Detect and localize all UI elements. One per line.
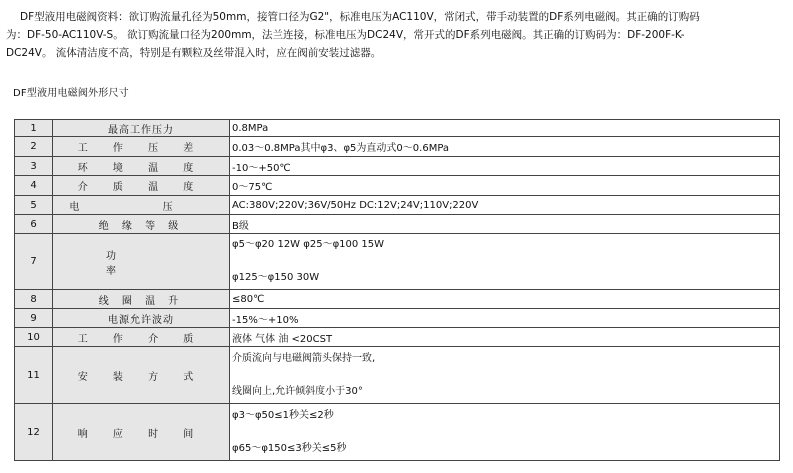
intro-text	[6, 8, 786, 62]
row-value-line: φ3～φ50≤1秒关≤2秒	[232, 409, 334, 421]
row-value	[230, 234, 780, 290]
row-name: 响 应 时 间	[53, 404, 230, 461]
row-name: 工 作 介 质	[53, 328, 230, 347]
row-number: 5	[15, 196, 53, 215]
row-value: 0.03～0.8MPa其中φ3、φ5为直动式0～0.6MPa	[230, 137, 780, 157]
section-subtitle: DF型液用电磁阀外形尺寸	[13, 88, 129, 99]
intro-line-2: 为：DF-50-AC110V-S。 欲订购流量口径为200mm，法兰连接，标准电压为DC24V，常开式的DF系列电磁阀。其正确的订购码为：DF-200F-K-	[6, 29, 685, 41]
row-number: 9	[15, 309, 53, 328]
row-number: 11	[15, 347, 53, 404]
row-value: ≤80℃	[230, 290, 780, 309]
row-number: 12	[15, 404, 53, 461]
row-name: 介 质 温 度	[53, 176, 230, 196]
row-value-line: φ5～φ20 12W φ25～φ100 15W	[232, 239, 385, 250]
table-row	[15, 196, 780, 215]
row-name: 线 圈 温 升	[53, 290, 230, 309]
row-number: 4	[15, 176, 53, 196]
row-number: 6	[15, 215, 53, 234]
row-number: 7	[15, 234, 53, 290]
row-value: -15%～+10%	[230, 309, 780, 328]
row-name: 电 压	[53, 196, 230, 215]
row-value: 液体 气体 油 <20CST	[230, 328, 780, 347]
row-name: 电源允许波动	[53, 309, 230, 328]
row-value-line: φ65～φ150≤3秒关≤5秒	[232, 442, 347, 454]
row-number: 10	[15, 328, 53, 347]
table-row	[15, 176, 780, 196]
table-row	[15, 137, 780, 157]
row-name: 工 作 压 差	[53, 137, 230, 157]
row-value: AC:380V;220V;36V/50Hz DC:12V;24V;110V;220V	[230, 196, 780, 215]
row-number: 1	[15, 120, 53, 137]
spec-table	[14, 119, 780, 461]
table-row	[15, 215, 780, 234]
row-value-line: 介质流向与电磁阀箭头保持一致,	[232, 352, 376, 364]
row-value: B级	[230, 215, 780, 234]
table-row	[15, 120, 780, 137]
row-value	[230, 404, 780, 461]
row-number: 8	[15, 290, 53, 309]
table-row	[15, 157, 780, 176]
table-row	[15, 290, 780, 309]
intro-line-1: DF型液用电磁阀资料：欲订购流量孔径为50mm，接管口径为G2"，标准电压为AC110V，常闭式，带手动装置的DF系列电磁阀。其正确的订购码	[20, 11, 700, 23]
table-row	[15, 234, 780, 290]
row-name: 安 装 方 式	[53, 347, 230, 404]
row-value-line: φ125～φ150 30W	[232, 272, 320, 283]
row-value: 0～75℃	[230, 176, 780, 196]
table-row	[15, 347, 780, 404]
row-value	[230, 347, 780, 404]
table-row	[15, 328, 780, 347]
row-number: 2	[15, 137, 53, 157]
table-row	[15, 309, 780, 328]
row-number: 3	[15, 157, 53, 176]
table-row	[15, 404, 780, 461]
row-value: 0.8MPa	[230, 120, 780, 137]
row-name: 功 率	[53, 234, 230, 290]
row-name: 最高工作压力	[53, 120, 230, 137]
intro-line-3: DC24V。 流体清洁度不高，特别是有颗粒及丝带混入时，应在阀前安装过滤器。	[6, 47, 382, 59]
row-name: 绝 缘 等 级	[53, 215, 230, 234]
row-name: 环 境 温 度	[53, 157, 230, 176]
row-value-line: 线圈向上,允许倾斜度小于30°	[232, 385, 363, 397]
row-value: -10～+50℃	[230, 157, 780, 176]
